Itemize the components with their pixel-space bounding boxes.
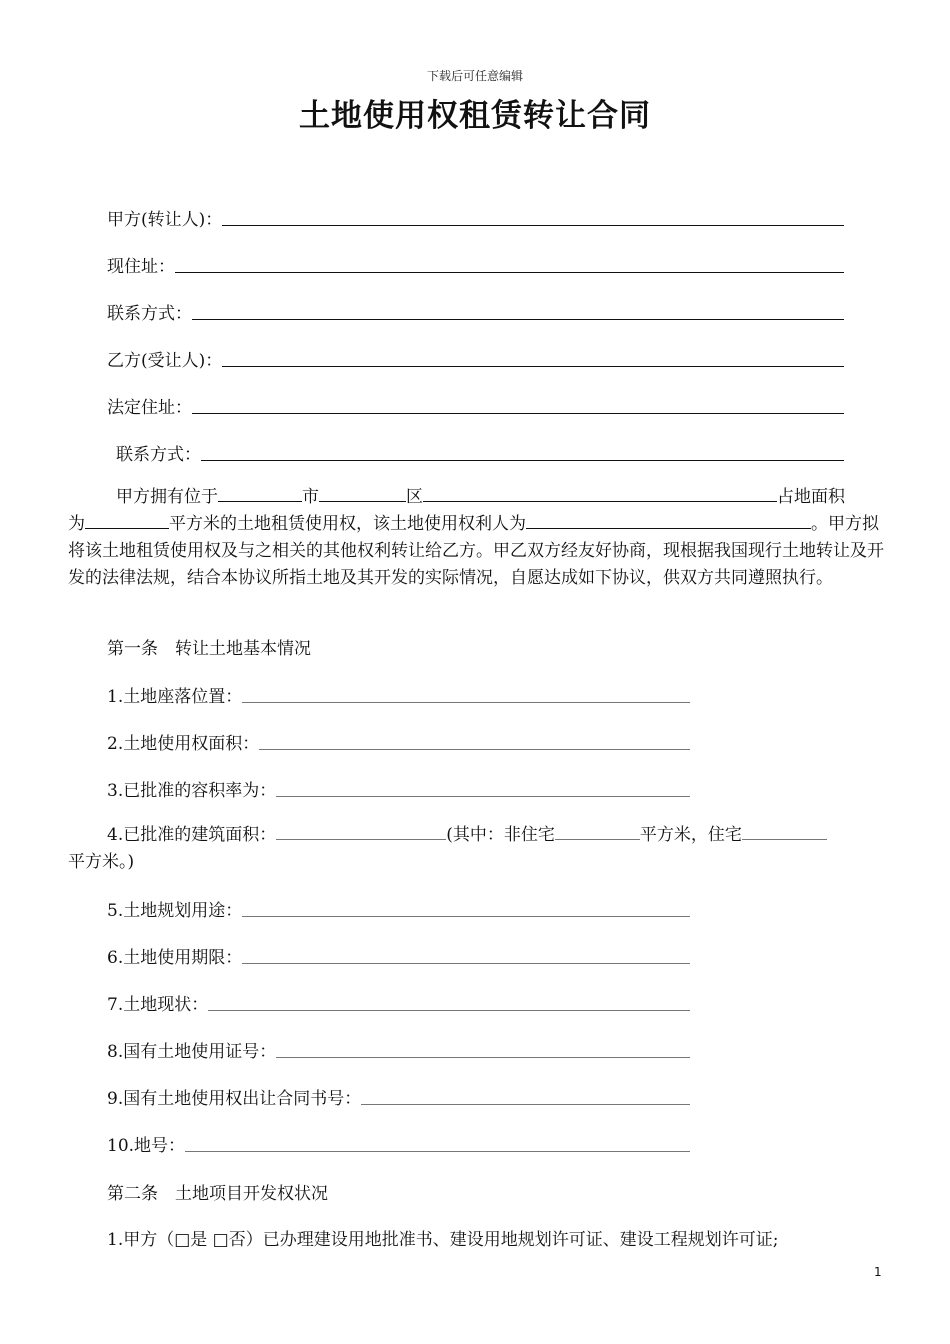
item-blank[interactable] (185, 1150, 690, 1152)
item-blank[interactable] (259, 748, 690, 750)
page-header: 下载后可任意编辑 (426, 69, 523, 83)
intro-text-4: 占地面积 (777, 487, 845, 507)
party-b-address-label: 法定住址： (107, 398, 192, 418)
district-blank[interactable] (319, 484, 406, 502)
item-label: 5.土地规划用途： (107, 901, 243, 921)
party-a-field (107, 205, 844, 230)
item-label: 10.地号： (107, 1136, 186, 1156)
residential-blank[interactable] (742, 822, 827, 840)
party-a-address-label: 现住址： (107, 257, 175, 277)
area-blank[interactable] (85, 511, 169, 529)
intro-text-7: 。甲方拟将该土地租赁使用权及与之相关的其他权利转让给乙方。甲乙双方经友好协商，现根据我国现行土地转让及开发的法律法规，结合本协议所指土地及其开发的实际情况，自愿达成如下协议，供双方共同遵照执行。 (68, 514, 884, 588)
party-a-blank[interactable] (222, 224, 844, 226)
article-1-item-4 (68, 822, 888, 876)
item-blank[interactable] (276, 795, 690, 797)
item-blank[interactable] (242, 915, 690, 917)
item-blank[interactable] (242, 701, 690, 703)
building-area-blank[interactable] (276, 822, 446, 840)
party-a-label: 甲方(转让人)： (107, 210, 223, 230)
intro-text-3: 区 (406, 487, 423, 507)
party-b-label: 乙方(受让人)： (107, 351, 223, 371)
location-blank[interactable] (423, 484, 777, 502)
intro-text-2: 市 (302, 487, 319, 507)
party-b-contact-label: 联系方式： (116, 445, 201, 465)
party-b-contact-blank[interactable] (201, 459, 844, 461)
item-label: 4.已批准的建筑面积： (107, 825, 277, 845)
party-a-address-field (107, 252, 844, 277)
item-blank[interactable] (208, 1009, 690, 1011)
intro-text-6: 平方米的土地租赁使用权，该土地使用权利人为 (169, 514, 526, 534)
article-1-item-3 (107, 776, 690, 801)
party-b-blank[interactable] (222, 365, 844, 367)
item-4-text-b: 平方米，住宅 (639, 825, 742, 845)
item-label: 8.国有土地使用证号： (107, 1042, 277, 1062)
non-residential-blank[interactable] (555, 822, 640, 840)
article-1-item-5 (107, 896, 690, 921)
intro-paragraph (68, 484, 888, 592)
item-blank[interactable] (276, 1056, 690, 1058)
article-1-item-8 (107, 1037, 690, 1062)
article-1-item-1 (107, 682, 690, 707)
item-4-text-c: 平方米。) (68, 852, 135, 872)
rights-holder-blank[interactable] (526, 511, 811, 529)
document-title: 土地使用权租赁转让合同 (299, 98, 651, 134)
article-1-item-9 (107, 1084, 690, 1109)
intro-text-5: 为 (68, 514, 85, 534)
article-1-item-2 (107, 729, 690, 754)
article-2-item-1: 1.甲方（□是 □否）已办理建设用地批准书、建设用地规划许可证、建设工程规划许可证; (107, 1230, 779, 1250)
intro-text-1: 甲方拥有位于 (116, 487, 218, 507)
item-label: 9.国有土地使用权出让合同书号： (107, 1089, 362, 1109)
page-number: 1 (874, 1265, 882, 1279)
party-a-contact-label: 联系方式： (107, 304, 192, 324)
article-2-heading: 第二条 土地项目开发权状况 (107, 1184, 328, 1204)
item-label: 7.土地现状： (107, 995, 209, 1015)
city-blank[interactable] (218, 484, 302, 502)
item-blank[interactable] (242, 962, 690, 964)
article-1-item-6 (107, 943, 690, 968)
party-b-contact-field (116, 440, 844, 465)
item-label: 1.土地座落位置： (107, 687, 243, 707)
party-b-address-field (107, 393, 844, 418)
item-label: 3.已批准的容积率为： (107, 781, 277, 801)
article-1-item-10 (107, 1131, 690, 1156)
item-blank[interactable] (361, 1103, 690, 1105)
article-1-heading: 第一条 转让土地基本情况 (107, 639, 311, 659)
party-a-contact-field (107, 299, 844, 324)
item-label: 6.土地使用期限： (107, 948, 243, 968)
party-a-address-blank[interactable] (175, 271, 844, 273)
party-b-address-blank[interactable] (192, 412, 844, 414)
item-label: 2.土地使用权面积： (107, 734, 260, 754)
item-4-text-a: (其中：非住宅 (446, 825, 555, 845)
article-1-item-7 (107, 990, 690, 1015)
party-a-contact-blank[interactable] (192, 318, 844, 320)
party-b-field (107, 346, 844, 371)
